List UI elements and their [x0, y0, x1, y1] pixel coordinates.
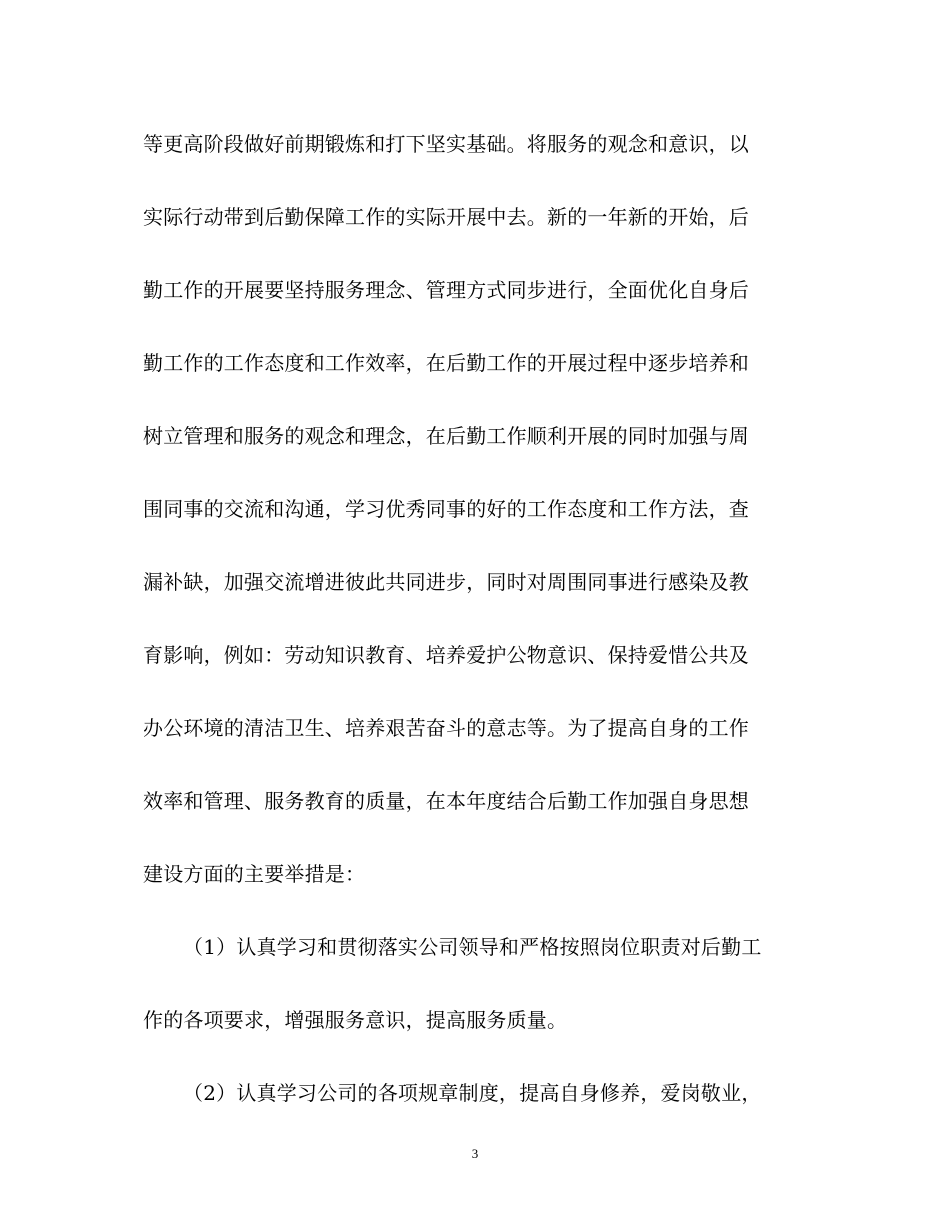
text-line-10: 效率和管理、服务教育的质量，在本年度结合后勤工作加强自身思想 — [143, 789, 749, 813]
text-line-3: 勤工作的开展要坚持服务理念、管理方式同步进行，全面优化自身后 — [143, 278, 749, 302]
text-line-6: 围同事的交流和沟通，学习优秀同事的好的工作态度和工作方法，查 — [143, 497, 749, 521]
text-line-1: 等更高阶段做好前期锻炼和打下坚实基础。将服务的观念和意识，以 — [143, 132, 749, 156]
text-line-2: 实际行动带到后勤保障工作的实际开展中去。新的一年新的开始，后 — [143, 205, 749, 229]
text-line-5: 树立管理和服务的观念和理念，在后勤工作顺利开展的同时加强与周 — [143, 424, 749, 448]
text-line-8: 育影响，例如：劳动知识教育、培养爱护公物意识、保持爱惜公共及 — [143, 643, 749, 667]
list-item-2-line-1: （2）认真学习公司的各项规章制度，提高自身修养，爱岗敬业， — [183, 1081, 762, 1105]
page-number: 3 — [471, 1146, 479, 1161]
text-line-9: 办公环境的清洁卫生、培养艰苦奋斗的意志等。为了提高自身的工作 — [143, 716, 749, 740]
text-line-4: 勤工作的工作态度和工作效率，在后勤工作的开展过程中逐步培养和 — [143, 351, 749, 375]
text-line-7: 漏补缺，加强交流增进彼此共同进步，同时对周围同事进行感染及教 — [143, 570, 749, 594]
text-line-11: 建设方面的主要举措是： — [143, 862, 366, 886]
list-item-1-line-2: 作的各项要求，增强服务意识，提高服务质量。 — [143, 1008, 568, 1032]
list-item-1-line-1: （1）认真学习和贯彻落实公司领导和严格按照岗位职责对后勤工 — [183, 935, 762, 959]
document-body — [143, 120, 813, 1142]
